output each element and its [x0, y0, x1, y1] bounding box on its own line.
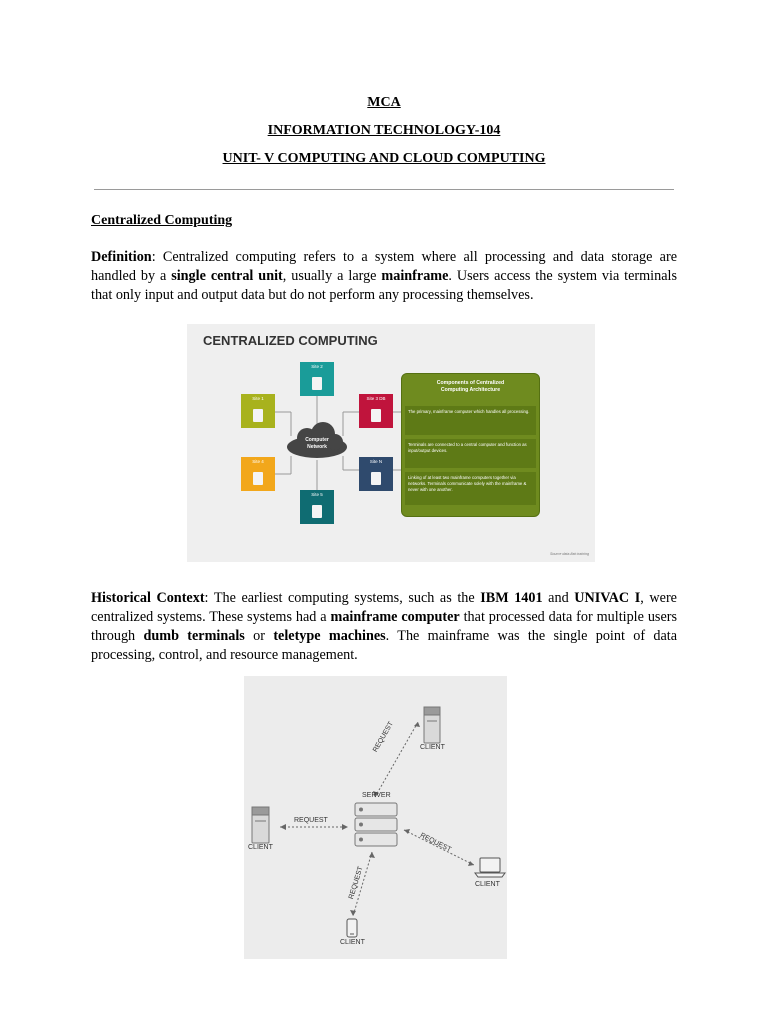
- site-3-label: Site 3 DB: [359, 394, 393, 403]
- site-4-node: [241, 457, 275, 491]
- section-heading: Centralized Computing: [91, 213, 233, 228]
- figure1-title: CENTRALIZED COMPUTING: [203, 333, 378, 348]
- definition-text-3: . Users access the system via terminals that only input and output data but do not perform any processing themselves.: [91, 268, 677, 303]
- laptop-icon: [475, 858, 505, 877]
- request-label-top: REQUEST: [372, 720, 395, 754]
- request-label-right: REQUEST: [418, 832, 453, 854]
- historical-bold-3: mainframe computer: [330, 609, 460, 625]
- request-label-left: REQUEST: [294, 817, 328, 824]
- historical-text-2: and: [542, 590, 575, 606]
- site-4-label: Site 4: [241, 457, 275, 466]
- historical-bold-1: IBM 1401: [480, 590, 543, 606]
- centralized-computing-figure: [187, 324, 595, 562]
- site-5-label: Site 5: [300, 490, 334, 499]
- client-label-phone: CLIENT: [340, 939, 365, 946]
- component-item: The primary, mainframe computer which handles all processing.: [405, 406, 536, 435]
- request-label-bottom: REQUEST: [348, 865, 365, 901]
- historical-text-3: , were centralized systems. These systems had a: [91, 590, 677, 625]
- definition-label: Definition: [91, 249, 152, 265]
- cloud-label: [291, 437, 343, 451]
- historical-bold-4: dumb terminals: [143, 628, 245, 644]
- components-title: [402, 380, 539, 394]
- definition-paragraph: [91, 248, 677, 305]
- phone-icon: [347, 919, 357, 937]
- components-panel: [401, 373, 540, 517]
- historical-text-5: or: [244, 628, 274, 644]
- historical-bold-5: teletype machines: [273, 628, 386, 644]
- site-5-node: [300, 490, 334, 524]
- database-icon: [371, 409, 381, 422]
- definition-text-1: : Centralized computing refers to a system where all processing and data storage are handled by a: [91, 249, 677, 284]
- historical-text-6: . The mainframe was the single point of data processing, control, and resource management.: [91, 628, 677, 663]
- definition-bold-1: single central unit: [171, 268, 283, 284]
- site-2-label: Site 2: [300, 362, 334, 371]
- site-2-node: [300, 362, 334, 396]
- client-tower-icon: [424, 707, 440, 743]
- components-title-line2: Computing Architecture: [440, 387, 501, 393]
- components-title-line1: Components of Centralized: [436, 380, 505, 386]
- server-icon: [253, 472, 263, 485]
- historical-text-4: that processed data for multiple users through: [91, 609, 677, 644]
- cloud-label-line2: Network: [307, 444, 327, 450]
- server-icon: [253, 409, 263, 422]
- historical-paragraph: [91, 589, 677, 665]
- historical-label: Historical Context: [91, 590, 205, 606]
- server-icon: [371, 472, 381, 485]
- server-icon: [312, 377, 322, 390]
- site-3-db-node: [359, 394, 393, 428]
- historical-bold-2: UNIVAC I: [574, 590, 641, 606]
- client-tower-icon: [252, 807, 269, 843]
- client-label-laptop: CLIENT: [475, 881, 500, 888]
- client-label-left: CLIENT: [248, 844, 273, 851]
- site-1-label: Site 1: [241, 394, 275, 403]
- client-server-figure: [244, 676, 507, 959]
- site-n-node: [359, 457, 393, 491]
- doc-title-line1: MCA: [367, 95, 401, 110]
- client-label-top: CLIENT: [420, 744, 445, 751]
- server-icon: [312, 505, 322, 518]
- cloud-label-line1: Computer: [305, 437, 329, 443]
- component-item: Linking of at least two mainframe computers together via networks. Terminals communicate solely with the mainframe & never with one another.: [405, 472, 536, 505]
- figure1-source: Source data-flair.training: [549, 552, 589, 556]
- server-stack-icon: [355, 803, 397, 846]
- header-divider: [94, 189, 674, 190]
- doc-title-line3: UNIT- V COMPUTING AND CLOUD COMPUTING: [222, 151, 546, 166]
- server-label: SERVER: [362, 792, 391, 799]
- component-item: Terminals are connected to a central computer and function as input/output devices.: [405, 439, 536, 468]
- site-1-node: [241, 394, 275, 428]
- doc-title-line2: INFORMATION TECHNOLOGY-104: [267, 123, 501, 138]
- definition-text-2: , usually a large: [282, 268, 382, 284]
- definition-bold-2: mainframe: [381, 268, 449, 284]
- site-n-label: Site N: [359, 457, 393, 466]
- historical-text-1: : The earliest computing systems, such as the: [204, 590, 481, 606]
- figure2-drawing: [244, 676, 507, 959]
